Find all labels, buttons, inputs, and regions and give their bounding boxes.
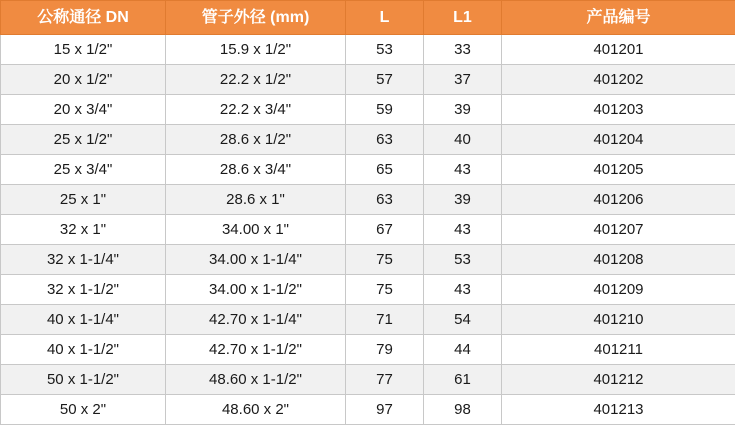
cell-nominal-diameter: 25 x 1/2" <box>1 125 166 155</box>
column-header-l: L <box>346 1 424 35</box>
table-row <box>1 95 735 125</box>
cell-l1: 53 <box>424 245 502 275</box>
cell-l: 63 <box>346 125 424 155</box>
cell-pipe-outer-diameter: 34.00 x 1-1/2" <box>166 275 346 305</box>
cell-product-code: 401207 <box>502 215 735 245</box>
cell-l: 75 <box>346 275 424 305</box>
table-header <box>1 1 735 35</box>
cell-l1: 43 <box>424 275 502 305</box>
cell-l1: 43 <box>424 215 502 245</box>
cell-product-code: 401211 <box>502 335 735 365</box>
cell-pipe-outer-diameter: 34.00 x 1-1/4" <box>166 245 346 275</box>
cell-pipe-outer-diameter: 42.70 x 1-1/2" <box>166 335 346 365</box>
cell-pipe-outer-diameter: 28.6 x 3/4" <box>166 155 346 185</box>
cell-l1: 39 <box>424 185 502 215</box>
cell-nominal-diameter: 32 x 1-1/4" <box>1 245 166 275</box>
cell-pipe-outer-diameter: 15.9 x 1/2" <box>166 35 346 65</box>
table-row <box>1 65 735 95</box>
cell-l1: 37 <box>424 65 502 95</box>
column-header-nominal-diameter: 公称通径 DN <box>1 1 166 35</box>
cell-pipe-outer-diameter: 48.60 x 2" <box>166 395 346 425</box>
cell-l: 53 <box>346 35 424 65</box>
cell-l: 57 <box>346 65 424 95</box>
table-row <box>1 245 735 275</box>
cell-l: 67 <box>346 215 424 245</box>
cell-nominal-diameter: 40 x 1-1/2" <box>1 335 166 365</box>
cell-l: 59 <box>346 95 424 125</box>
column-header-product-code: 产品编号 <box>502 1 735 35</box>
cell-nominal-diameter: 25 x 3/4" <box>1 155 166 185</box>
table-row <box>1 215 735 245</box>
cell-nominal-diameter: 50 x 1-1/2" <box>1 365 166 395</box>
table-row <box>1 275 735 305</box>
cell-l1: 61 <box>424 365 502 395</box>
cell-l: 75 <box>346 245 424 275</box>
cell-l1: 39 <box>424 95 502 125</box>
cell-nominal-diameter: 32 x 1-1/2" <box>1 275 166 305</box>
table-header-row <box>1 1 735 35</box>
table-body <box>1 35 735 425</box>
cell-product-code: 401204 <box>502 125 735 155</box>
cell-l1: 54 <box>424 305 502 335</box>
column-header-pipe-outer-diameter: 管子外径 (mm) <box>166 1 346 35</box>
cell-product-code: 401206 <box>502 185 735 215</box>
table-row <box>1 395 735 425</box>
cell-nominal-diameter: 20 x 3/4" <box>1 95 166 125</box>
table-row <box>1 125 735 155</box>
table-row <box>1 365 735 395</box>
cell-pipe-outer-diameter: 28.6 x 1/2" <box>166 125 346 155</box>
cell-l: 63 <box>346 185 424 215</box>
cell-pipe-outer-diameter: 42.70 x 1-1/4" <box>166 305 346 335</box>
cell-l1: 40 <box>424 125 502 155</box>
cell-nominal-diameter: 20 x 1/2" <box>1 65 166 95</box>
cell-product-code: 401210 <box>502 305 735 335</box>
table-row <box>1 305 735 335</box>
cell-nominal-diameter: 40 x 1-1/4" <box>1 305 166 335</box>
cell-product-code: 401209 <box>502 275 735 305</box>
table-row <box>1 155 735 185</box>
cell-product-code: 401213 <box>502 395 735 425</box>
table-row <box>1 185 735 215</box>
cell-l: 65 <box>346 155 424 185</box>
cell-nominal-diameter: 25 x 1" <box>1 185 166 215</box>
cell-l1: 44 <box>424 335 502 365</box>
cell-l1: 33 <box>424 35 502 65</box>
cell-product-code: 401212 <box>502 365 735 395</box>
cell-nominal-diameter: 32 x 1" <box>1 215 166 245</box>
cell-product-code: 401203 <box>502 95 735 125</box>
cell-l1: 98 <box>424 395 502 425</box>
cell-nominal-diameter: 50 x 2" <box>1 395 166 425</box>
cell-pipe-outer-diameter: 22.2 x 3/4" <box>166 95 346 125</box>
table-row <box>1 35 735 65</box>
cell-pipe-outer-diameter: 28.6 x 1" <box>166 185 346 215</box>
cell-l1: 43 <box>424 155 502 185</box>
cell-product-code: 401201 <box>502 35 735 65</box>
cell-l: 97 <box>346 395 424 425</box>
cell-product-code: 401205 <box>502 155 735 185</box>
cell-l: 71 <box>346 305 424 335</box>
cell-pipe-outer-diameter: 34.00 x 1" <box>166 215 346 245</box>
cell-pipe-outer-diameter: 22.2 x 1/2" <box>166 65 346 95</box>
table-row <box>1 335 735 365</box>
cell-pipe-outer-diameter: 48.60 x 1-1/2" <box>166 365 346 395</box>
cell-l: 79 <box>346 335 424 365</box>
cell-nominal-diameter: 15 x 1/2" <box>1 35 166 65</box>
cell-product-code: 401202 <box>502 65 735 95</box>
cell-product-code: 401208 <box>502 245 735 275</box>
column-header-l1: L1 <box>424 1 502 35</box>
cell-l: 77 <box>346 365 424 395</box>
